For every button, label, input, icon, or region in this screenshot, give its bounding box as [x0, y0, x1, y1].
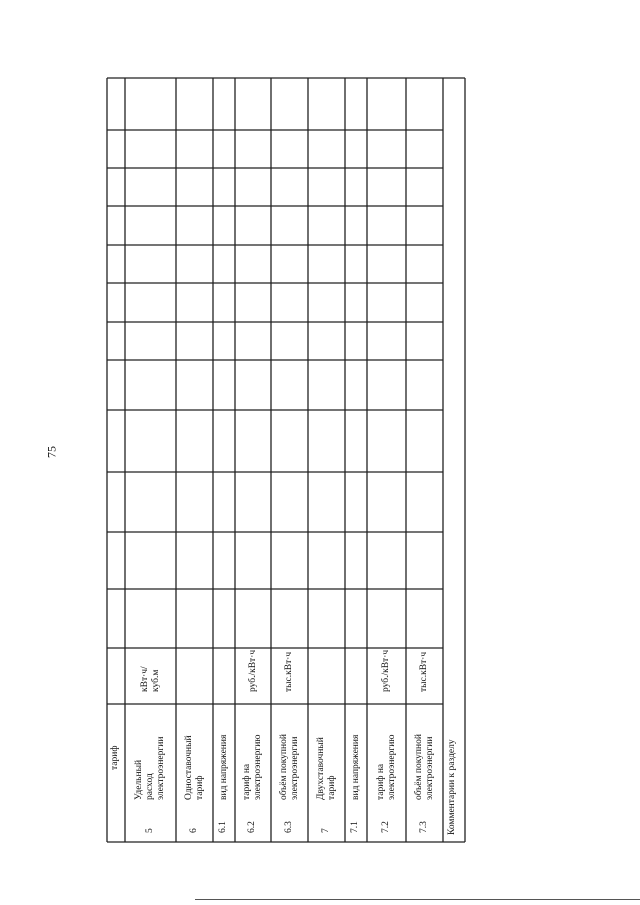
row-number: 6.3: [283, 821, 294, 833]
row-name-line: Одноставочный: [183, 735, 194, 800]
row-unit: [419, 652, 430, 692]
row-number: 7: [320, 828, 331, 833]
row-name: [219, 735, 230, 800]
row-name-line: объём покупной: [413, 734, 424, 800]
row-name-line: объём покупной: [278, 734, 289, 800]
row-name: [242, 735, 264, 800]
page-number: 75: [44, 446, 59, 458]
row-unit-line: куб.м: [150, 669, 161, 692]
row-unit: [248, 650, 259, 692]
row-name: [376, 735, 398, 800]
row-name-line: тариф на: [375, 763, 386, 800]
row-number: 6.2: [247, 821, 257, 833]
row-unit-line: тыс.кВт·ч: [419, 651, 429, 692]
row-name-line: расход: [145, 773, 155, 800]
row-name-line: электроэнергию: [253, 734, 263, 800]
row-unit-line: руб./кВт·ч: [381, 649, 391, 692]
row-number: 7.2: [380, 821, 391, 833]
row-name: [351, 735, 362, 800]
row-name: [316, 737, 338, 800]
scan-border-line: [195, 899, 640, 900]
row-name: [414, 734, 436, 800]
row-name-line: электроэнергию: [386, 734, 397, 800]
row-unit: [140, 666, 162, 692]
section-comment-label: Комментарии к разделу: [447, 739, 457, 835]
row-name: [184, 735, 206, 800]
row-unit-line: руб./кВт·ч: [247, 649, 258, 692]
row-name-line: тариф: [326, 775, 337, 800]
row-name: [279, 734, 301, 800]
row-name-line: вид напряжения: [350, 734, 361, 800]
row-name: [134, 737, 167, 800]
row-number: 7.3: [418, 821, 429, 833]
row-name-line: Удельный: [134, 759, 144, 800]
row-unit-line: тыс.кВт·ч: [284, 651, 294, 692]
row-name-line: электроэнергии: [424, 736, 435, 800]
table-header-fragment: тариф: [110, 745, 120, 770]
row-number: 6.1: [218, 821, 228, 833]
row-number: 5: [144, 828, 155, 833]
row-name-line: тариф на: [242, 763, 252, 800]
row-unit: [284, 652, 295, 692]
row-unit: [381, 650, 392, 692]
row-unit-line: кВт·ч/: [139, 666, 150, 692]
row-name-line: электроэнергии: [289, 736, 300, 800]
row-name-line: Двухставочный: [315, 737, 326, 800]
row-number: 6: [188, 828, 199, 833]
row-number: 7.1: [350, 821, 360, 833]
row-name-line: тариф: [194, 775, 205, 800]
row-name-line: электроэнергии: [156, 736, 166, 800]
row-name-line: вид напряжения: [218, 734, 229, 800]
